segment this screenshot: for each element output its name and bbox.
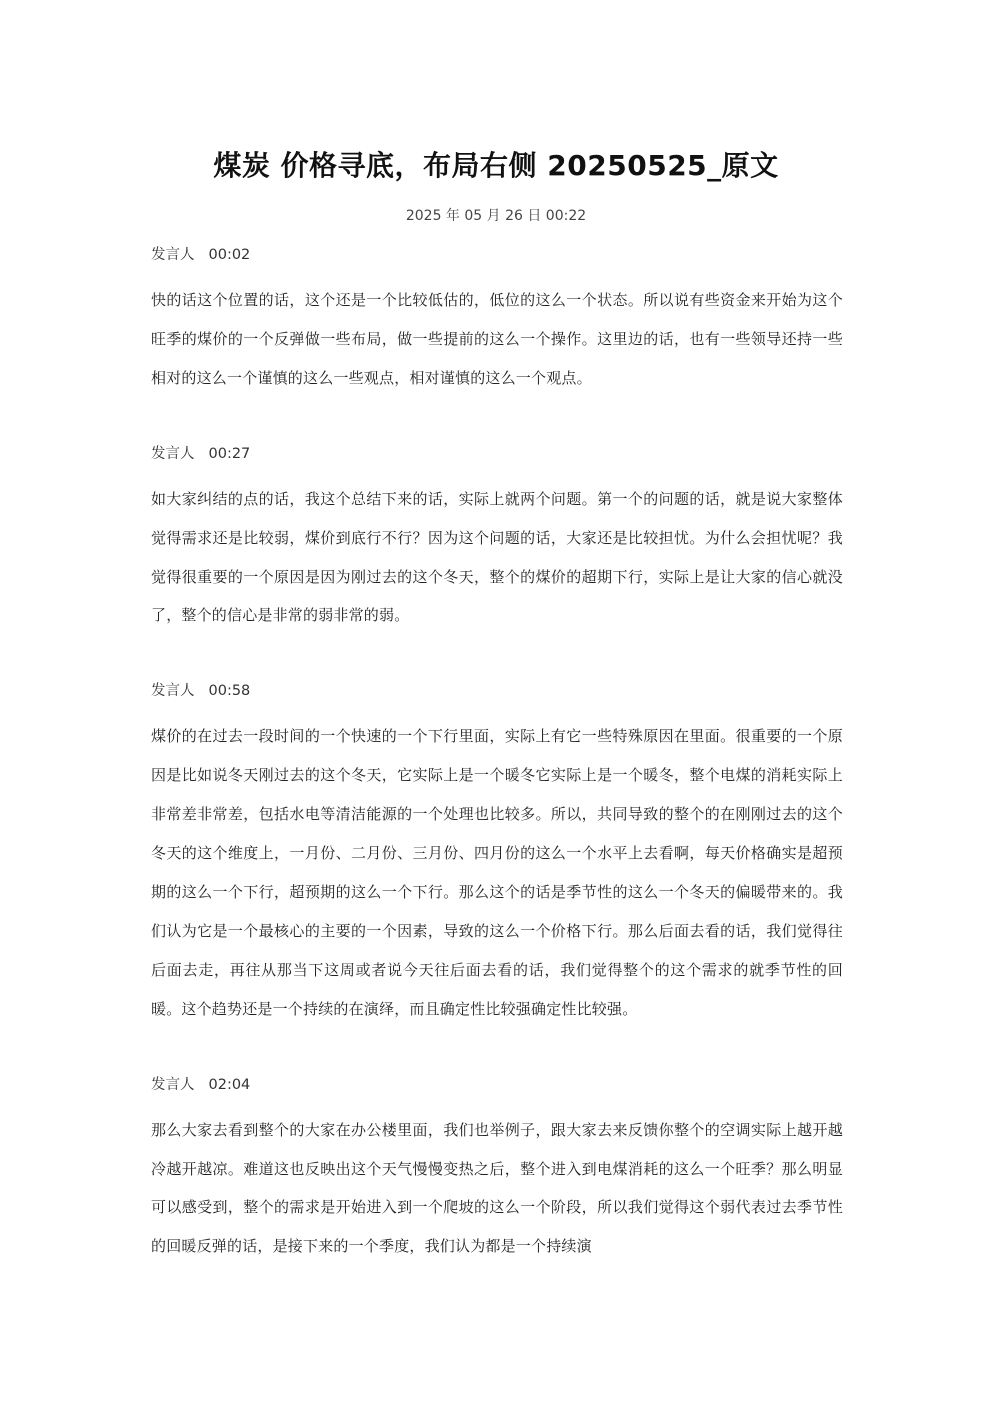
- transcript-segment: [151, 243, 843, 398]
- speaker-line: [151, 679, 843, 703]
- timestamp: 00:58: [208, 683, 251, 700]
- transcript-segment: [151, 442, 843, 636]
- segment-text: 煤价的在过去一段时间的一个快速的一个下行里面，实际上有它一些特殊原因在里面。很重要的一个原因是比如说冬天刚过去的这个冬天，它实际上是一个暖冬它实际上是一个暖冬，整个电煤的消耗实际上非常差非常差，包括水电等清洁能源的一个处理也比较多。所以，共同导致的整个的在刚刚过去的这个冬天的这个维度上，一月份、二月份、三月份、四月份的这么一个水平上去看啊，每天价格确实是超预期的这么一个下行，超预期的这么一个下行。那么这个的话是季节性的这么一个冬天的偏暖带来的。我们认为它是一个最核心的主要的一个因素，导致的这么一个价格下行。那么后面去看的话，我们觉得往后面去走，再往从那当下这周或者说今天往后面去看的话，我们觉得整个的这个需求的就季节性的回暖。这个趋势还是一个持续的在演绎，而且确定性比较强确定性比较强。: [151, 727, 843, 1018]
- speaker-line: [151, 1073, 843, 1097]
- segment-text: 那么大家去看到整个的大家在办公楼里面，我们也举例子，跟大家去来反馈你整个的空调实际上越开越冷越开越凉。难道这也反映出这个天气慢慢变热之后，整个进入到电煤消耗的这么一个旺季？那么明显可以感受到，整个的需求是开始进入到一个爬坡的这么一个阶段，所以我们觉得这个弱代表过去季节性的回暖反弹的话，是接下来的一个季度，我们认为都是一个持续演: [151, 1120, 843, 1256]
- speaker-label: 发言人: [151, 1076, 195, 1093]
- transcript-segment: [151, 679, 843, 1028]
- transcript-body: [151, 243, 843, 1310]
- timestamp: 00:02: [208, 247, 251, 263]
- speaker-label: 发言人: [151, 683, 195, 700]
- timestamp: 00:27: [208, 445, 251, 462]
- speaker-label: 发言人: [151, 445, 195, 462]
- segment-text: 如大家纠结的点的话，我这个总结下来的话，实际上就两个问题。第一个的问题的话，就是说大家整体觉得需求还是比较弱，煤价到底行不行？因为这个问题的话，大家还是比较担忧。为什么会担忧呢？我觉得很重要的一个原因是因为刚过去的这个冬天，整个的煤价的超期下行，实际上是让大家的信心就没了，整个的信心是非常的弱非常的弱。: [151, 489, 843, 625]
- segment-text: 快的话这个位置的话，这个还是一个比较低估的，低位的这么一个状态。所以说有些资金来开始为这个旺季的煤价的一个反弹做一些布局，做一些提前的这么一个操作。这里边的话，也有一些领导还持一些相对的这么一个谨慎的这么一些观点，相对谨慎的这么一个观点。: [151, 291, 843, 387]
- document-date: 2025 年 05 月 26 日 00:22: [405, 208, 587, 224]
- speaker-line: [151, 243, 843, 267]
- timestamp: 02:04: [208, 1076, 251, 1093]
- speaker-label: 发言人: [151, 247, 195, 263]
- transcript-segment: [151, 1073, 843, 1267]
- document-title: 煤炭 价格寻底，布局右侧 20250525_原文: [213, 149, 779, 182]
- speaker-line: [151, 442, 843, 466]
